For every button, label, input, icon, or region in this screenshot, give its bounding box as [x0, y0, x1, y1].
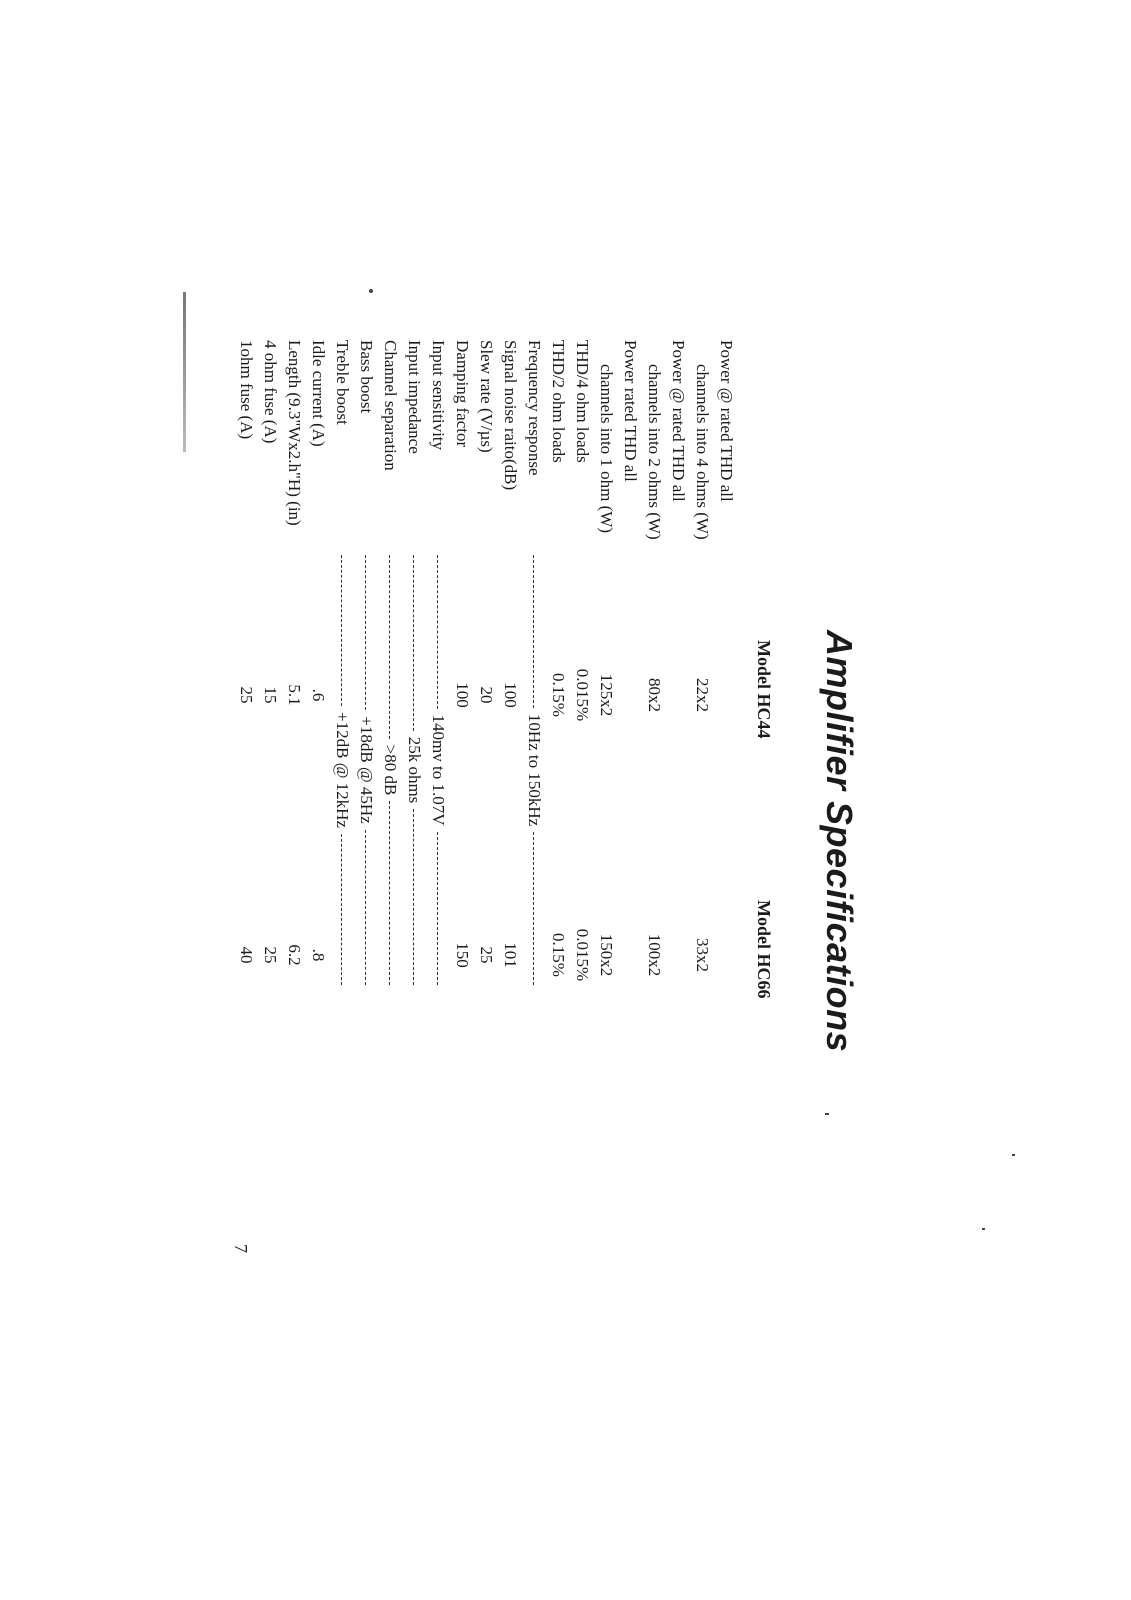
- scan-speck: [369, 289, 373, 293]
- spec-label: 1ohm fuse (A): [237, 340, 256, 440]
- dashed-leader: [366, 555, 367, 710]
- scan-speck: [1012, 1154, 1015, 1156]
- shared-value-text: 25k ohms: [405, 736, 424, 804]
- spec-row: [568, 300, 592, 1020]
- spec-row: [376, 300, 400, 1020]
- spec-label: Power @ rated THD all: [717, 340, 736, 502]
- shared-value-text: 10Hz to 150kHz: [525, 713, 544, 827]
- spec-row: [448, 300, 472, 1020]
- spec-row: [424, 300, 448, 1020]
- dashed-leader: [414, 809, 415, 985]
- hc44-value: 25: [237, 686, 256, 704]
- spec-sheet: [220, 300, 860, 1300]
- spec-label: Signal noise raito(dB): [501, 340, 520, 491]
- page-number: 7: [231, 1244, 251, 1253]
- dashed-leader: [342, 555, 343, 706]
- spec-label: Power rated THD all: [621, 340, 640, 482]
- shared-value: [524, 555, 544, 985]
- spec-row: [688, 300, 712, 1020]
- dashed-leader: [414, 555, 415, 731]
- spec-row: [352, 300, 376, 1020]
- hc66-value: 100x2: [645, 933, 664, 977]
- dashed-leader: [390, 801, 391, 985]
- hc44-value: 15: [261, 686, 280, 704]
- column-header-hc66: Model HC66: [754, 900, 774, 999]
- hc44-value: 0.015%: [573, 668, 592, 722]
- shared-value-text: +12dB @ 12kHz: [333, 712, 352, 828]
- hc66-value: .8: [309, 948, 328, 962]
- dashed-leader: [534, 555, 535, 708]
- spec-label: 4 ohm fuse (A): [261, 340, 280, 444]
- spec-row: [256, 300, 280, 1020]
- spec-label: Bass boost: [357, 340, 376, 414]
- spec-label: Frequency response: [525, 340, 544, 476]
- spec-row: [544, 300, 568, 1020]
- hc44-value: 22x2: [693, 678, 712, 712]
- spec-row: [616, 300, 640, 1020]
- spec-label: Input sensitivity: [429, 340, 448, 451]
- hc44-value: .6: [309, 688, 328, 702]
- scan-speck: [982, 1228, 985, 1230]
- dashed-leader: [390, 555, 391, 739]
- spec-row: [496, 300, 520, 1020]
- shared-value-text: 140mv to 1.07V: [429, 714, 448, 826]
- shared-value: [356, 555, 376, 985]
- shared-value-text: >80 dB: [381, 744, 400, 796]
- spec-label: channels into 2 ohms (W): [645, 364, 664, 540]
- hc66-value: 0.015%: [573, 928, 592, 982]
- spec-row: [304, 300, 328, 1020]
- spec-row: [592, 300, 616, 1020]
- hc66-value: 25: [477, 946, 496, 964]
- shared-value: [380, 555, 400, 985]
- scan-binding-edge: [183, 292, 186, 452]
- spec-label: channels into 1 ohm (W): [597, 364, 616, 534]
- hc66-value: 40: [237, 946, 256, 964]
- hc66-value: 6.2: [285, 944, 304, 966]
- spec-label: Input impedance: [405, 340, 424, 454]
- hc44-value: 100: [453, 682, 472, 708]
- hc66-value: 150x2: [597, 933, 616, 977]
- spec-row: [472, 300, 496, 1020]
- spec-row: [232, 300, 256, 1020]
- spec-label: channels into 4 ohms (W): [693, 364, 712, 540]
- spec-row: [520, 300, 544, 1020]
- dashed-leader: [366, 830, 367, 985]
- hc44-value: 125x2: [597, 673, 616, 717]
- page-title: Amplifier Specifications: [819, 630, 860, 1053]
- hc44-value: 20: [477, 686, 496, 704]
- shared-value: [404, 555, 424, 985]
- hc66-value: 150: [453, 942, 472, 968]
- spec-label: Channel separation: [381, 340, 400, 471]
- shared-value: [428, 555, 448, 985]
- hc66-value: 33x2: [693, 938, 712, 972]
- spec-label: Idle current (A): [309, 340, 328, 447]
- spec-row: [280, 300, 304, 1020]
- hc44-value: 5.1: [285, 684, 304, 706]
- spec-label: Length (9.3"Wx2.h"H) (in): [285, 340, 304, 526]
- hc66-value: 101: [501, 942, 520, 968]
- shared-value-text: +18dB @ 45Hz: [357, 716, 376, 824]
- spec-label: Treble boost: [333, 340, 352, 425]
- hc66-value: 0.15%: [549, 933, 568, 977]
- dashed-leader: [342, 834, 343, 985]
- spec-row: [712, 300, 736, 1020]
- spec-label: THD/4 ohm loads: [573, 340, 592, 463]
- dashed-leader: [438, 832, 439, 986]
- column-header-hc44: Model HC44: [754, 640, 774, 739]
- spec-row: [640, 300, 664, 1020]
- dashed-leader: [438, 555, 439, 709]
- spec-label: Power @ rated THD all: [669, 340, 688, 502]
- spec-row: [664, 300, 688, 1020]
- spec-label: THD/2 ohm loads: [549, 340, 568, 463]
- spec-label: Slew rate (V/µs): [477, 340, 496, 453]
- dashed-leader: [534, 832, 535, 985]
- hc44-value: 80x2: [645, 678, 664, 712]
- spec-row: [328, 300, 352, 1020]
- hc44-value: 0.15%: [549, 673, 568, 717]
- spec-row: [400, 300, 424, 1020]
- hc44-value: 100: [501, 682, 520, 708]
- spec-label: Damping factor: [453, 340, 472, 448]
- shared-value: [332, 555, 352, 985]
- hc66-value: 25: [261, 946, 280, 964]
